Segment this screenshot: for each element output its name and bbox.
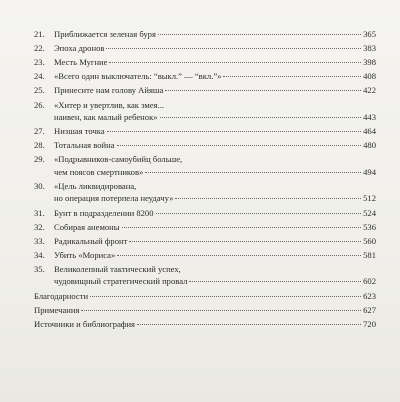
toc-line [54, 275, 376, 288]
toc-line [54, 192, 376, 205]
toc-line [54, 180, 376, 193]
chapter-number: 34. [34, 249, 45, 260]
page-number: 602 [363, 276, 376, 287]
page-number: 365 [363, 29, 376, 39]
page-number: 623 [363, 290, 376, 301]
toc-entry-body [54, 180, 376, 205]
chapter-title: Благодарности [34, 290, 89, 301]
chapter-title: Великолепный тактический успех, [54, 263, 181, 274]
chapter-title: Эпоха дронов [54, 43, 105, 54]
toc-line [54, 249, 376, 262]
toc-entry-body [54, 207, 376, 220]
chapter-title: Тотальная война [54, 140, 115, 151]
page-number: 443 [363, 112, 376, 122]
chapter-number: 29. [34, 154, 45, 165]
page-number: 480 [363, 140, 376, 151]
dot-leader [223, 76, 361, 77]
toc-entry-body [54, 139, 376, 152]
chapter-number: 28. [34, 140, 45, 151]
dot-leader [81, 310, 361, 311]
toc-line [54, 221, 376, 234]
toc-line [54, 153, 376, 166]
chapter-title: «Всего один выключатель: “выкл.” — “вкл.”» [54, 71, 222, 82]
chapter-title: «Подрывников-самоубийц больше, [54, 154, 183, 165]
page-number: 408 [363, 71, 376, 82]
toc-entry-body [54, 70, 376, 83]
chapter-title: Месть Мугние [54, 57, 108, 68]
chapter-title: Радикальный фронт [54, 235, 128, 246]
chapter-number: 32. [34, 221, 45, 232]
page-number: 720 [363, 318, 376, 329]
toc-entry-body [54, 263, 376, 288]
chapter-number: 33. [34, 235, 45, 246]
dot-leader [109, 62, 361, 63]
toc-line [54, 70, 376, 83]
toc-line [54, 235, 376, 248]
page-number: 398 [363, 57, 376, 68]
toc-line [54, 42, 376, 55]
dot-leader [145, 172, 361, 173]
page-number: 422 [363, 85, 376, 96]
chapter-title: наивен, как малый ребенок» [54, 112, 158, 122]
toc-entry-body [54, 221, 376, 234]
page-number: 560 [363, 235, 376, 246]
toc-entry-body [54, 125, 376, 138]
dot-leader [107, 131, 361, 132]
toc-line [54, 99, 376, 112]
toc-line [34, 304, 376, 317]
chapter-title: Бунт в подразделении 8200 [54, 207, 154, 218]
toc-entry-body [34, 304, 376, 317]
chapter-title: чудовищный стратегический провал [54, 276, 188, 287]
chapter-number: 35. [34, 263, 45, 274]
chapter-title: «Цель ликвидирована, [54, 180, 137, 191]
dot-leader [158, 34, 361, 35]
toc-line [54, 139, 376, 152]
dot-leader [106, 48, 361, 49]
page-number: 383 [363, 43, 376, 54]
toc-entry-body [54, 235, 376, 248]
chapter-number: 21. [34, 29, 45, 39]
chapter-title: Убить «Мориса» [54, 249, 116, 260]
chapter-title: чем поясов смертников» [54, 166, 144, 177]
chapter-number: 25. [34, 85, 45, 96]
chapter-number: 30. [34, 180, 45, 191]
dot-leader [137, 324, 361, 325]
toc-line [54, 56, 376, 69]
toc-entry-body [54, 56, 376, 69]
toc-line [34, 290, 376, 303]
chapter-number: 23. [34, 57, 45, 68]
toc-entry-body [34, 318, 376, 331]
chapter-title: «Хитер и увертлив, как змея... [54, 99, 165, 110]
dot-leader [175, 198, 361, 199]
chapter-title: Принесите нам голову Айяша [54, 85, 164, 96]
page-number: 512 [363, 193, 376, 204]
toc-line [54, 125, 376, 138]
chapter-number: 26. [34, 99, 45, 110]
chapter-number: 31. [34, 207, 45, 218]
toc-line [54, 28, 376, 41]
page-number: 524 [363, 207, 376, 218]
dot-leader [189, 281, 361, 282]
dot-leader [90, 296, 361, 297]
page-number: 627 [363, 304, 376, 315]
dot-leader [117, 255, 361, 256]
toc-line [54, 84, 376, 97]
dot-leader [165, 90, 361, 91]
toc-entry-body [54, 249, 376, 262]
page-number: 536 [363, 221, 376, 232]
chapter-title: Собирая анемоны [54, 221, 120, 232]
toc-entry-body [54, 84, 376, 97]
chapter-number: 24. [34, 71, 45, 82]
toc-line [54, 207, 376, 220]
dot-leader [160, 117, 362, 118]
dot-leader [117, 145, 362, 146]
toc-entry-body [34, 290, 376, 303]
chapter-number: 22. [34, 43, 45, 54]
toc-line [54, 166, 376, 179]
chapter-title: Источники и библиография [34, 318, 135, 329]
chapter-title: но операция потерпела неудачу» [54, 193, 174, 204]
dot-leader [129, 241, 361, 242]
toc-entry-body [54, 153, 376, 178]
chapter-title: Примечания [34, 304, 80, 315]
chapter-title: Низшая точка [54, 126, 105, 137]
toc-line [34, 318, 376, 331]
toc-entry-body [54, 42, 376, 55]
dot-leader [156, 213, 362, 214]
toc-entry-body [54, 99, 376, 124]
page-number: 581 [363, 249, 376, 260]
dot-leader [122, 227, 362, 228]
page-number: 494 [363, 166, 376, 177]
page-number: 464 [363, 126, 376, 137]
chapter-number: 27. [34, 126, 45, 137]
toc-line [54, 263, 376, 276]
toc-line [54, 111, 376, 124]
chapter-title: Приближается зеленая буря [54, 29, 156, 39]
toc-entry-body [54, 28, 376, 41]
